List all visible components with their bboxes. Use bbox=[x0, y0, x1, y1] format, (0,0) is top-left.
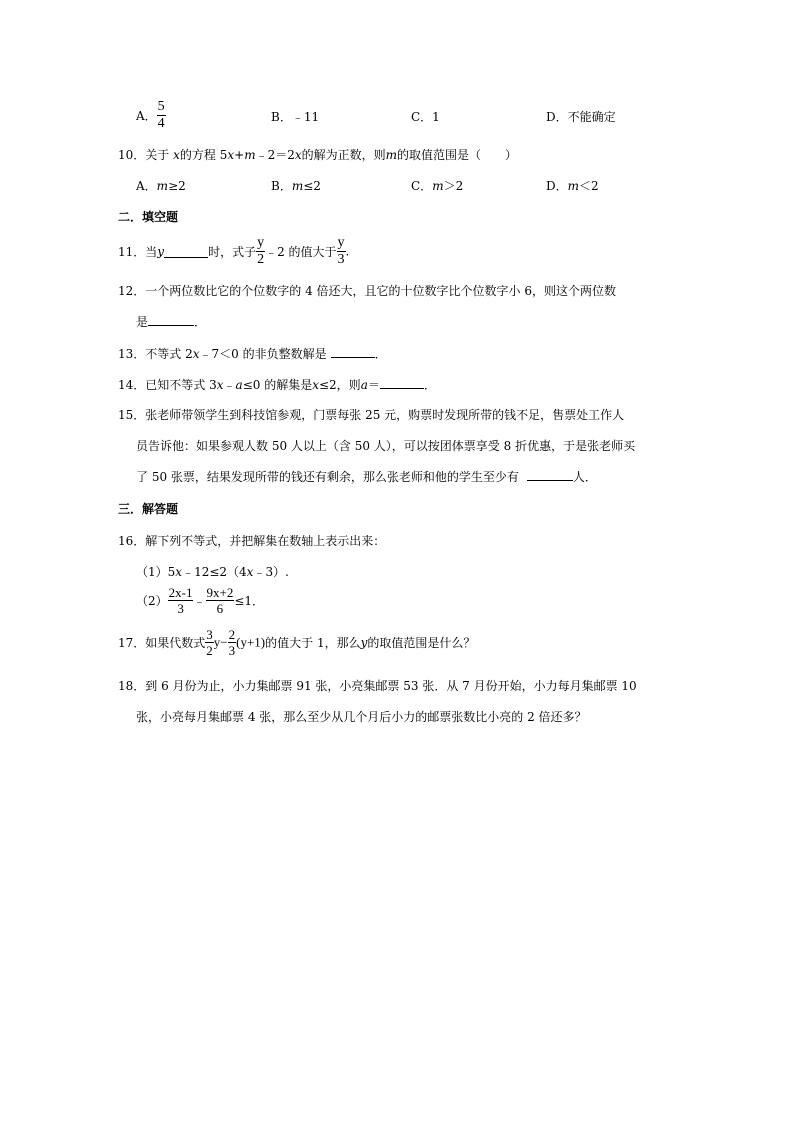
answer-blank[interactable] bbox=[164, 246, 208, 258]
text: ≤2，则 bbox=[318, 378, 361, 392]
section-heading-fill-in: 二．填空题 bbox=[118, 210, 179, 224]
var: x bbox=[192, 347, 200, 361]
var: m bbox=[156, 179, 169, 193]
fraction-numerator: 3 bbox=[206, 627, 213, 642]
label: B． bbox=[271, 179, 292, 193]
q15-line3 bbox=[136, 468, 597, 485]
q16-part2 bbox=[136, 586, 264, 615]
text: ﹣12≤2（4 bbox=[182, 565, 247, 579]
text: ﹣ bbox=[223, 378, 236, 392]
fraction-numerator: y bbox=[257, 235, 265, 250]
text: ≤0 的解集是 bbox=[242, 378, 313, 392]
text: 11．当 bbox=[118, 245, 158, 259]
text: − bbox=[220, 634, 228, 650]
q17 bbox=[118, 628, 475, 657]
answer-blank[interactable] bbox=[527, 469, 573, 481]
q13 bbox=[118, 345, 387, 362]
q10-option-a bbox=[136, 177, 186, 194]
section-heading-solve: 三．解答题 bbox=[118, 502, 179, 516]
var: x bbox=[246, 565, 254, 579]
answer-blank[interactable] bbox=[331, 346, 375, 358]
q10-option-d bbox=[546, 177, 599, 194]
text: 的方程 5 bbox=[179, 148, 228, 162]
fraction-numerator: 5 bbox=[157, 99, 165, 114]
var: x bbox=[312, 378, 319, 392]
text: 是 bbox=[136, 315, 149, 329]
var: x bbox=[294, 148, 302, 162]
text: ． bbox=[423, 378, 436, 392]
text: 时，式子 bbox=[208, 245, 257, 259]
fraction-denominator: 3 bbox=[228, 643, 236, 658]
text: ﹣3）. bbox=[253, 565, 289, 579]
text: ． bbox=[374, 347, 387, 361]
text: 人． bbox=[572, 470, 597, 484]
text: 的取值范围是什么？ bbox=[367, 636, 476, 650]
q15-line2: 员告诉他：如果参观人数 50 人以上（含 50 人），可以按团体票享受 8 折优惠，于是张老师买 bbox=[136, 439, 636, 453]
fraction-denominator: 6 bbox=[216, 601, 224, 616]
fraction-denominator: 4 bbox=[157, 116, 165, 131]
text: + bbox=[234, 148, 245, 162]
q10-option-b bbox=[271, 177, 321, 194]
fraction bbox=[256, 236, 265, 267]
text: ≤2 bbox=[303, 179, 321, 193]
text: 的解为正数，则 bbox=[301, 148, 386, 162]
q14 bbox=[118, 376, 436, 393]
var: m bbox=[291, 179, 304, 193]
text: （2） bbox=[136, 594, 168, 608]
answer-blank[interactable] bbox=[148, 314, 194, 326]
text: ． bbox=[194, 315, 207, 329]
var: x bbox=[175, 565, 183, 579]
text: 10．关于 bbox=[118, 148, 170, 162]
fraction bbox=[228, 628, 237, 657]
text: ﹣2＝2 bbox=[255, 148, 295, 162]
text: . bbox=[345, 244, 350, 259]
text: 17．如果代数式 bbox=[118, 636, 206, 650]
fraction bbox=[168, 586, 194, 615]
q9-option-a-fraction bbox=[157, 100, 166, 131]
var: y bbox=[213, 634, 221, 650]
fraction-denominator: 2 bbox=[206, 643, 213, 658]
text: ≤1． bbox=[234, 594, 265, 608]
text: 了 50 张票，结果发现所带的钱还有剩余，那么张老师和他的学生至少有 bbox=[136, 470, 519, 484]
var: m bbox=[432, 179, 444, 193]
text: 的值大于 1，那么 bbox=[265, 636, 361, 650]
q9-option-c: C．1 bbox=[411, 110, 440, 124]
fraction-numerator: 9x+2 bbox=[206, 585, 234, 600]
q12-line2 bbox=[136, 313, 206, 330]
fraction bbox=[205, 628, 214, 657]
text: 的取值范围是（ ） bbox=[397, 148, 518, 162]
text: ≥2 bbox=[168, 179, 186, 193]
fraction-denominator: 3 bbox=[337, 252, 345, 267]
var: y bbox=[360, 635, 368, 650]
text: (y+1) bbox=[236, 634, 266, 650]
var: m bbox=[244, 148, 256, 162]
fraction-denominator: 2 bbox=[257, 252, 265, 267]
var: y bbox=[157, 244, 165, 259]
q16-stem: 16．解下列不等式，并把解集在数轴上表示出来： bbox=[118, 534, 386, 548]
q11 bbox=[118, 236, 349, 267]
var: x bbox=[216, 378, 224, 392]
label: A． bbox=[136, 179, 157, 193]
text: ﹣7＜0 的非负整数解是 bbox=[199, 347, 327, 361]
var: m bbox=[567, 179, 580, 193]
text: ﹣ bbox=[193, 594, 206, 608]
var: x bbox=[173, 148, 180, 162]
q9-option-a-label: A． bbox=[136, 109, 157, 123]
q18-line1: 18．到 6 月份为止，小力集邮票 91 张，小亮集邮票 53 张．从 7 月份开始，小力每月集邮票 10 bbox=[118, 679, 637, 693]
q9-option-a bbox=[136, 100, 166, 131]
fraction-denominator: 3 bbox=[177, 601, 184, 616]
q9-option-d: D．不能确定 bbox=[546, 110, 616, 124]
fraction-numerator: 2x-1 bbox=[168, 585, 193, 600]
q18-line2: 张，小亮每月集邮票 4 张，那么至少从几个月后小力的邮票张数比小亮的 2 倍还多？ bbox=[136, 710, 587, 724]
label: C． bbox=[411, 179, 433, 193]
var: a bbox=[235, 378, 243, 392]
text: ＞2 bbox=[443, 179, 464, 193]
text: 14．已知不等式 3 bbox=[118, 378, 217, 392]
fraction bbox=[206, 586, 235, 615]
q16-part1 bbox=[136, 563, 289, 580]
q10-option-c bbox=[411, 177, 463, 194]
text: ＝ bbox=[367, 378, 380, 392]
text: （1）5 bbox=[136, 565, 176, 579]
q9-option-b: B．﹣11 bbox=[271, 110, 320, 124]
fraction bbox=[337, 236, 346, 267]
var: m bbox=[385, 148, 398, 162]
q15-line1: 15．张老师带领学生到科技馆参观，门票每张 25 元，购票时发现所带的钱不足，售票处工作人 bbox=[118, 408, 625, 422]
var: x bbox=[227, 148, 235, 162]
q10-stem bbox=[118, 146, 517, 163]
text: ﹣2 的值大于 bbox=[265, 245, 337, 259]
answer-blank[interactable] bbox=[380, 377, 424, 389]
q12-line1: 12．一个两位数比它的个位数字的 4 倍还大，且它的十位数字比个位数字小 6，则这个两位数 bbox=[118, 284, 616, 298]
fraction-numerator: 2 bbox=[228, 627, 236, 642]
var: a bbox=[360, 378, 368, 392]
fraction-numerator: y bbox=[337, 235, 345, 250]
label: D． bbox=[546, 179, 568, 193]
text: 13．不等式 2 bbox=[118, 347, 193, 361]
text: ＜2 bbox=[579, 179, 599, 193]
